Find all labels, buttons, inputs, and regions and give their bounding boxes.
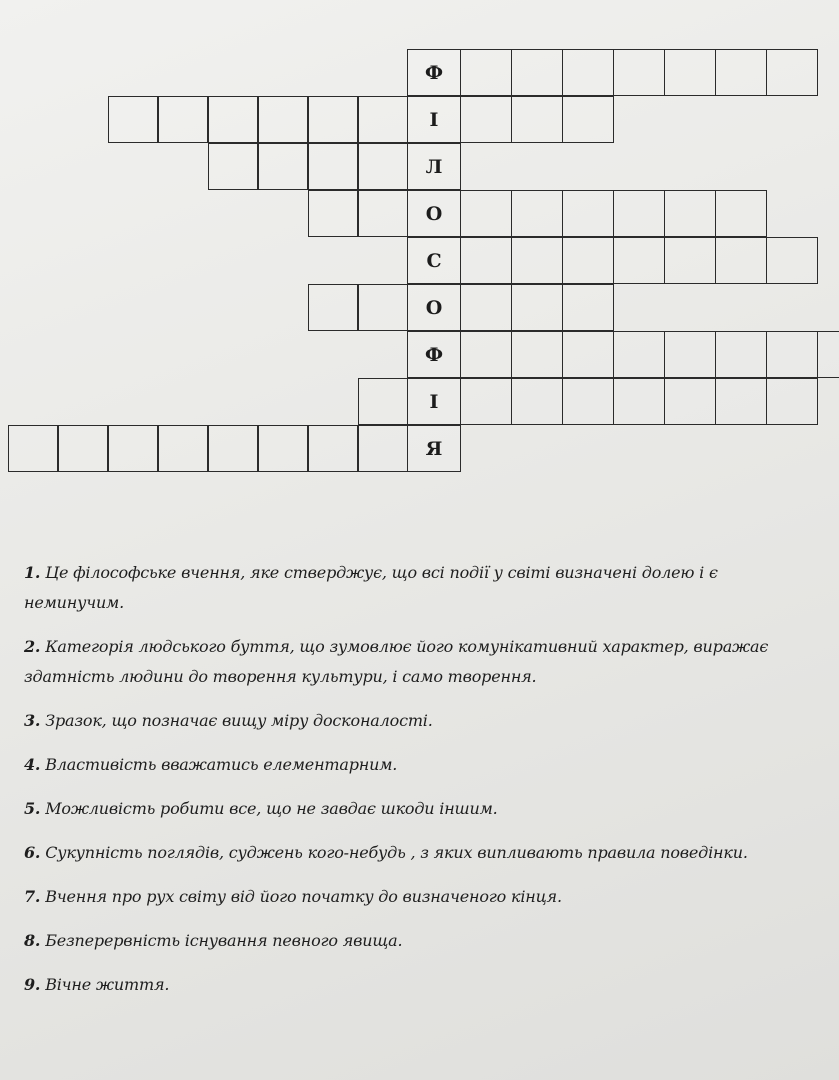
crossword-cell [358,96,408,143]
crossword-cell [715,237,767,284]
crossword-key-cell: Ф [407,49,461,96]
crossword-cell [511,284,563,331]
crossword-cell [208,425,258,472]
clue-number: 9. [24,975,41,994]
clue-text: Зразок, що позначає вищу міру досконалості. [45,711,433,730]
crossword-cell [208,143,258,190]
clue-number: 8. [24,931,41,950]
crossword-cell [664,378,716,425]
crossword-cell [58,425,108,472]
clue-text: Безперервність існування певного явища. [45,931,403,950]
crossword-cell [460,237,512,284]
crossword-key-cell: І [407,378,461,425]
crossword-key-cell: Я [407,425,461,472]
crossword-cell [358,378,408,425]
crossword-cell [613,49,665,96]
crossword-cell [158,425,208,472]
crossword-cell [460,190,512,237]
crossword-cell [308,190,358,237]
crossword-cell [613,378,665,425]
clue-text: Категорія людського буття, що зумовлює його комунікативний характер, виражає [45,637,769,656]
clue-1 [24,558,829,618]
crossword-key-cell: О [407,284,461,331]
clue-4 [24,750,829,780]
crossword-cell [766,237,818,284]
crossword-cell [511,378,563,425]
crossword-cell [158,96,208,143]
crossword-key-cell: Ф [407,331,461,378]
crossword-cell [562,49,614,96]
crossword-cell [562,190,614,237]
clue-7 [24,882,829,912]
clue-3 [24,706,829,736]
crossword-cell [562,331,614,378]
clue-number: 3. [24,711,41,730]
crossword-key-cell: С [407,237,461,284]
crossword-cell [613,190,665,237]
crossword-cell [766,378,818,425]
clue-text: Сукупність поглядів, суджень кого-небудь , з яких випливають правила поведінки. [45,843,748,862]
crossword-cell [308,143,358,190]
crossword-cell [511,96,563,143]
crossword-cell [664,49,716,96]
crossword-cell [562,96,614,143]
crossword-cell [108,425,158,472]
crossword-key-cell: Л [407,143,461,190]
crossword-cell [562,237,614,284]
crossword-grid [0,0,839,480]
clue-number: 5. [24,799,41,818]
crossword-cell [460,96,512,143]
crossword-cell [358,425,408,472]
clue-number: 4. [24,755,41,774]
crossword-cell [664,190,716,237]
crossword-cell [664,237,716,284]
crossword-cell [460,378,512,425]
crossword-cell [8,425,58,472]
clue-text-continued: здатність людини до творення культури, і само творення. [24,667,537,686]
clue-6 [24,838,829,868]
crossword-cell [562,284,614,331]
crossword-cell [258,143,308,190]
crossword-cell [108,96,158,143]
clue-number: 1. [24,563,41,582]
crossword-cell [715,378,767,425]
clue-9 [24,970,829,1000]
crossword-cell [817,331,839,378]
clue-text: Вчення про рух світу від його початку до визначеного кінця. [45,887,562,906]
crossword-cell [308,425,358,472]
crossword-cell [511,237,563,284]
crossword-cell [664,331,716,378]
crossword-cell [766,331,818,378]
clue-text-continued: неминучим. [24,593,125,612]
clue-5 [24,794,829,824]
crossword-cell [460,284,512,331]
clue-text: Вічне життя. [45,975,170,994]
crossword-key-cell: І [407,96,461,143]
crossword-cell [613,237,665,284]
crossword-cell [358,284,408,331]
clue-8 [24,926,829,956]
crossword-cell [715,190,767,237]
clue-number: 2. [24,637,41,656]
crossword-cell [460,331,512,378]
crossword-cell [613,331,665,378]
crossword-cell [208,96,258,143]
crossword-cell [308,284,358,331]
clue-text: Властивість вважатись елементарним. [45,755,398,774]
clue-text: Це філософське вчення, яке стверджує, що всі події у світі визначені долею і є [45,563,718,582]
crossword-cell [715,331,767,378]
clue-text: Можливість робити все, що не завдає шкоди іншим. [45,799,498,818]
crossword-cell [511,49,563,96]
crossword-cell [258,96,308,143]
crossword-cell [258,425,308,472]
crossword-cell [308,96,358,143]
crossword-cell [766,49,818,96]
clue-list [24,558,829,1000]
clue-number: 6. [24,843,41,862]
crossword-cell [460,49,512,96]
clue-number: 7. [24,887,41,906]
crossword-cell [511,190,563,237]
crossword-cell [358,190,408,237]
crossword-cell [511,331,563,378]
crossword-cell [562,378,614,425]
crossword-cell [715,49,767,96]
crossword-cell [358,143,408,190]
clue-2 [24,632,829,692]
crossword-key-cell: О [407,190,461,237]
